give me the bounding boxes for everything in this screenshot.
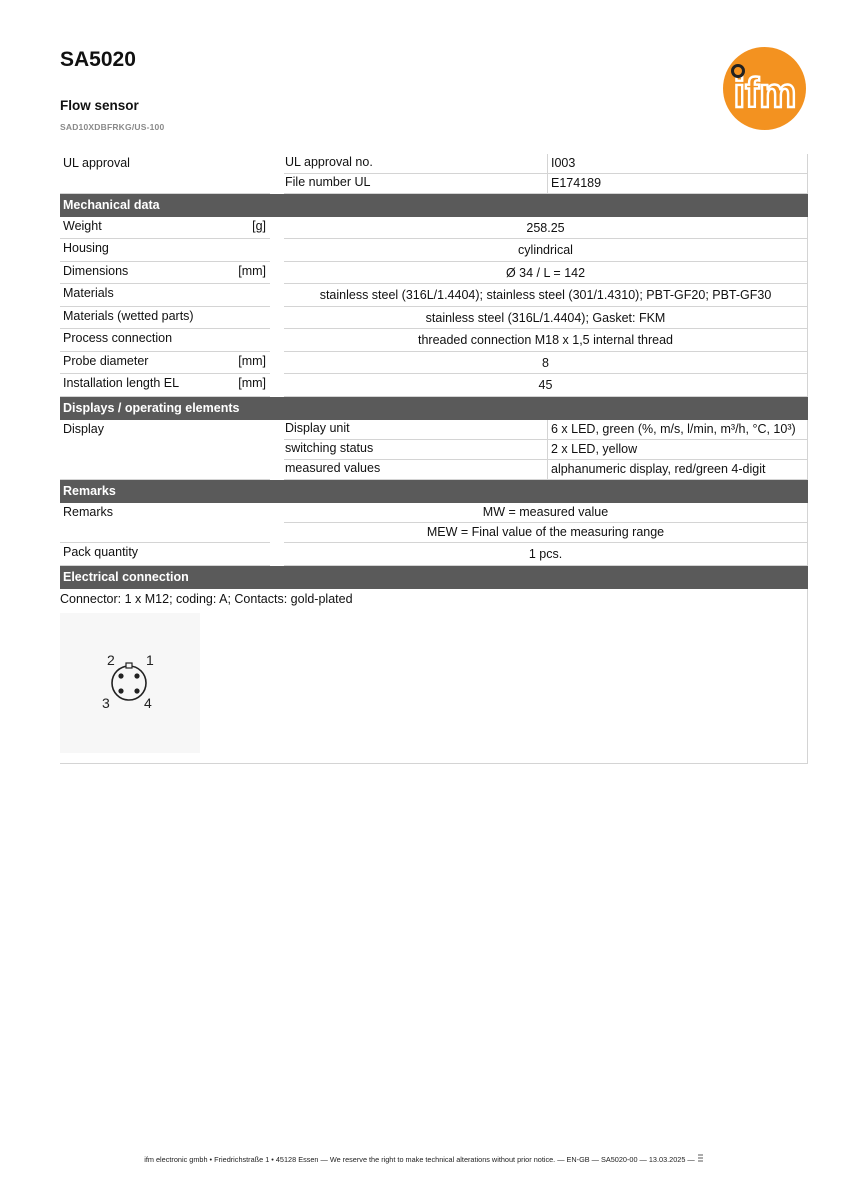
mech-unit: [mm] bbox=[238, 264, 266, 278]
display-key: switching status bbox=[285, 441, 374, 455]
mech-row-weight bbox=[60, 217, 808, 239]
mech-row-dimensions bbox=[60, 262, 808, 284]
pin-label-1: 1 bbox=[146, 652, 154, 668]
section-mechanical-data: Mechanical data bbox=[60, 194, 808, 217]
switching-status-row bbox=[284, 439, 808, 460]
mech-value: threaded connection M18 x 1,5 internal thread bbox=[284, 329, 808, 352]
mech-value: cylindrical bbox=[284, 239, 808, 262]
pin-label-3: 3 bbox=[102, 695, 110, 711]
section-remarks: Remarks bbox=[60, 480, 808, 503]
mech-label: Process connection bbox=[63, 331, 173, 345]
article-code: SAD10XDBFRKG/US-100 bbox=[60, 122, 165, 132]
mech-row-housing bbox=[60, 239, 808, 262]
electrical-connection-body bbox=[60, 589, 808, 764]
mech-row-process-connection bbox=[60, 329, 808, 352]
display-key: Display unit bbox=[285, 421, 350, 435]
mech-value: Ø 34 / L = 142 bbox=[284, 262, 808, 284]
mech-value: 258.25 bbox=[284, 217, 808, 239]
connector-pin-diagram bbox=[60, 613, 200, 753]
mech-row-materials bbox=[60, 284, 808, 307]
mech-label: Housing bbox=[63, 241, 109, 255]
ul-approval-block bbox=[60, 154, 808, 194]
pack-quantity-value: 1 pcs. bbox=[284, 543, 808, 566]
connector-description: Connector: 1 x M12; coding: A; Contacts: gold-plated bbox=[60, 592, 353, 606]
remark-line: MEW = Final value of the measuring range bbox=[284, 522, 808, 543]
mech-value: 45 bbox=[284, 374, 808, 397]
mech-value: stainless steel (316L/1.4404); stainless steel (301/1.4310); PBT-GF20; PBT-GF30 bbox=[284, 284, 808, 307]
remarks-block bbox=[60, 503, 808, 543]
ul-file-number-value: E174189 bbox=[547, 173, 601, 193]
pack-quantity-row bbox=[60, 543, 808, 566]
page-mark-icon bbox=[697, 1154, 704, 1163]
mech-row-installation-length bbox=[60, 374, 808, 397]
footer-text: ifm electronic gmbh • Friedrichstraße 1 • 45128 Essen — We reserve the right to make technical alterations without prior notice. — EN-GB — SA5020-00 — 13.03.2025 — bbox=[144, 1155, 695, 1164]
ifm-logo bbox=[723, 47, 806, 130]
mech-unit: [mm] bbox=[238, 376, 266, 390]
product-title: SA5020 bbox=[60, 48, 136, 71]
pin-label-4: 4 bbox=[144, 695, 152, 711]
mech-label: Weight bbox=[63, 219, 102, 233]
section-electrical-connection: Electrical connection bbox=[60, 566, 808, 589]
display-value: 6 x LED, green (%, m/s, l/min, m³/h, °C, 10³) bbox=[547, 420, 796, 439]
pin-label-2: 2 bbox=[107, 652, 115, 668]
ul-file-number-row bbox=[284, 173, 808, 194]
ul-approval-row bbox=[284, 154, 808, 174]
ul-file-number-key: File number UL bbox=[285, 175, 371, 189]
ul-approval-label: UL approval bbox=[63, 156, 130, 170]
section-displays: Displays / operating elements bbox=[60, 397, 808, 420]
ul-approval-no-value: I003 bbox=[547, 154, 575, 173]
display-key: measured values bbox=[285, 461, 381, 475]
product-subtitle: Flow sensor bbox=[60, 98, 139, 113]
mech-label: Installation length EL bbox=[63, 376, 180, 390]
m12-connector-icon bbox=[60, 613, 200, 753]
datasheet-table bbox=[60, 154, 808, 764]
display-value: alphanumeric display, red/green 4-digit bbox=[547, 459, 765, 479]
display-label: Display bbox=[63, 422, 104, 436]
logo-text: ifm bbox=[733, 69, 797, 116]
measured-values-row bbox=[284, 459, 808, 480]
mech-unit: [mm] bbox=[238, 354, 266, 368]
display-value: 2 x LED, yellow bbox=[547, 439, 637, 459]
mech-value: 8 bbox=[284, 352, 808, 374]
mech-value: stainless steel (316L/1.4404); Gasket: FKM bbox=[284, 307, 808, 329]
remarks-label: Remarks bbox=[63, 505, 114, 519]
ul-approval-no-key: UL approval no. bbox=[285, 155, 373, 169]
page-footer bbox=[0, 1154, 848, 1164]
mech-unit: [g] bbox=[252, 219, 266, 233]
mech-row-probe-diameter bbox=[60, 352, 808, 374]
display-block bbox=[60, 420, 808, 480]
remark-line: MW = measured value bbox=[284, 503, 808, 523]
mech-label: Dimensions bbox=[63, 264, 129, 278]
pack-quantity-label: Pack quantity bbox=[63, 545, 139, 559]
mech-label: Materials bbox=[63, 286, 114, 300]
mech-label: Probe diameter bbox=[63, 354, 149, 368]
display-unit-row bbox=[284, 420, 808, 440]
mech-row-wetted-materials bbox=[60, 307, 808, 329]
mech-label: Materials (wetted parts) bbox=[63, 309, 194, 323]
